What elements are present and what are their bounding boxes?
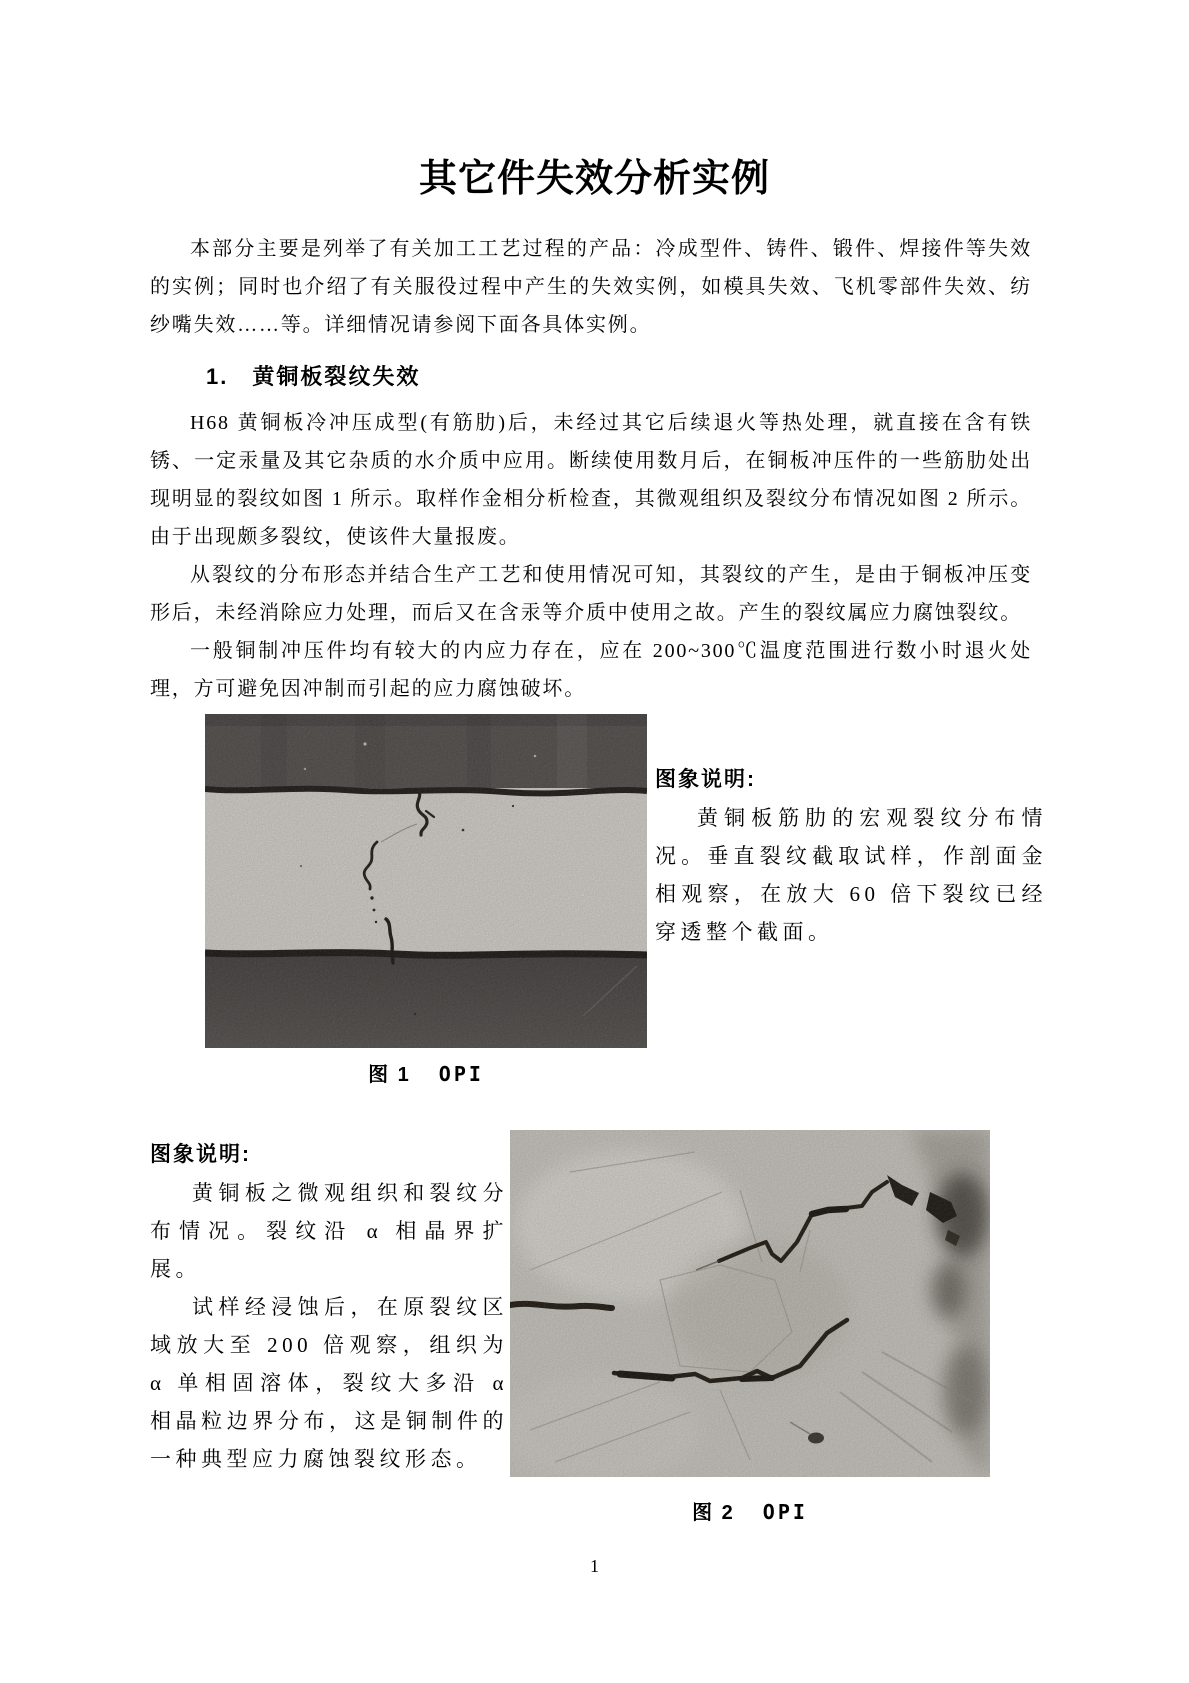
body-paragraph-3: 一般铜制冲压件均有较大的内应力存在，应在 200~300℃温度范围进行数小时退火处理，方可避免因冲制而引起的应力腐蚀破坏。 (150, 640, 1032, 700)
intro-block (150, 230, 1032, 344)
figure2-note-paragraph-2: 试样经浸蚀后，在原裂纹区域放大至 200 倍观察，组织为 α 单相固溶体，裂纹大多沿 α 相晶粒边界分布，这是铜制件的一种典型应力腐蚀裂纹形态。 (150, 1295, 508, 1471)
figure1-photo (205, 714, 647, 1048)
figure1-note-label: 图象说明: (655, 768, 756, 791)
figure2-photo (510, 1130, 990, 1477)
figure1-caption (205, 1058, 647, 1087)
figure1-note (655, 761, 1047, 951)
section-heading: 1. 黄铜板裂纹失效 (206, 364, 421, 389)
figure2-caption-label: 图 2 (692, 1502, 735, 1524)
figure1-caption-label: 图 1 (368, 1064, 411, 1086)
figure1-note-paragraph: 黄铜板筋肋的宏观裂纹分布情况。垂直裂纹截取试样，作剖面金相观察，在放大 60 倍下裂纹已经穿透整个截面。 (655, 806, 1047, 944)
figure2-note-paragraph-1: 黄铜板之微观组织和裂纹分布情况。裂纹沿 α 相晶界扩展。 (150, 1181, 508, 1281)
figure2-caption (510, 1496, 990, 1525)
page-title: 其它件失效分析实例 (418, 158, 770, 200)
figure1-caption-method: OPI (438, 1062, 484, 1086)
figure2-caption-method: OPI (762, 1500, 808, 1524)
section-body (150, 404, 1032, 708)
body-paragraph-2: 从裂纹的分布形态并结合生产工艺和使用情况可知，其裂纹的产生，是由于铜板冲压变形后，未经消除应力处理，而后又在含汞等介质中使用之故。产生的裂纹属应力腐蚀裂纹。 (150, 564, 1032, 624)
page-number: 1 (590, 1556, 599, 1576)
body-paragraph-1: H68 黄铜板冷冲压成型(有筋肋)后，未经过其它后续退火等热处理，就直接在含有铁锈、一定汞量及其它杂质的水介质中应用。断续使用数月后，在铜板冲压件的一些筋肋处出现明显的裂纹如图 1 所示。取样作金相分析检查，其微观组织及裂纹分布情况如图 2 所示。由于出现颇多裂纹，使该件大量报废。 (150, 412, 1032, 548)
figure2-note-label: 图象说明: (150, 1143, 251, 1166)
intro-paragraph: 本部分主要是列举了有关加工工艺过程的产品：冷成型件、铸件、锻件、焊接件等失效的实例；同时也介绍了有关服役过程中产生的失效实例，如模具失效、飞机零部件失效、纺纱嘴失效……等。详细情况请参阅下面各具体实例。 (150, 238, 1032, 336)
figure2-note (150, 1136, 508, 1478)
